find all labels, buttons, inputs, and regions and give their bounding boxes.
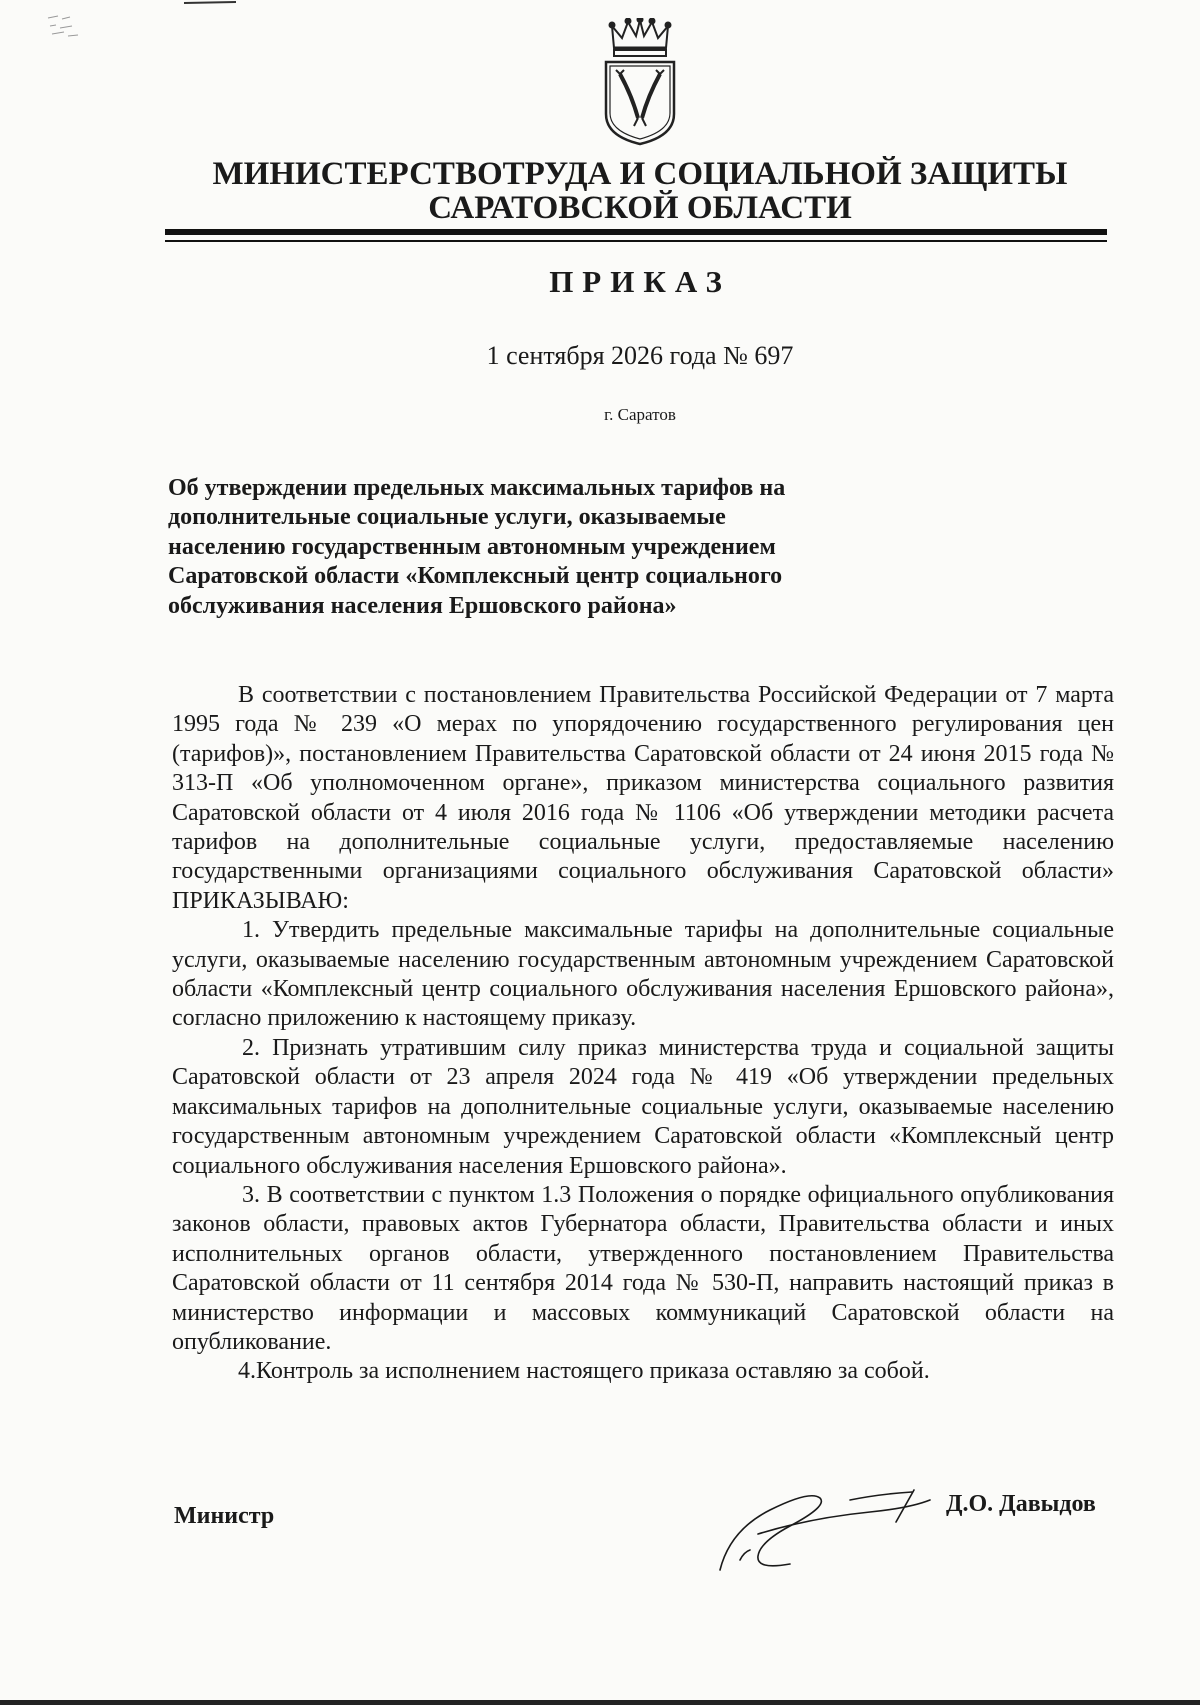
scan-artifact-dash (180, 0, 240, 8)
ministry-name-line1: МИНИСТЕРСТВОТРУДА И СОЦИАЛЬНОЙ ЗАЩИТЫ (212, 156, 1068, 192)
scan-artifact-mark (44, 10, 94, 50)
order-date-number: 1 сентября 2026 года № 697 (486, 341, 794, 370)
signatory-title: Министр (174, 1503, 275, 1529)
order-city: г. Саратов (604, 405, 676, 424)
body-item-3: 3. В соответствии с пунктом 1.3 Положения о порядке официального опубликования законов области, правовых актов Губернатора области, Правительства области и иных исполнительных органов области, утвержденного постановлением Правительства Саратовской области от 11 сентября 2014 года № 530-П, направить настоящий приказ в министерство информации и массовых коммуникаций Саратовской области на опубликование. (172, 1181, 1114, 1355)
header-divider-thick (165, 229, 1107, 235)
order-body (172, 681, 1114, 1387)
body-item-2: 2. Признать утратившим силу приказ министерства труда и социальной защиты Саратовской области от 23 апреля 2024 года № 419 «Об утверждении предельных максимальных тарифов на дополнительные социальные услуги, оказываемые населению государственным автономным учреждением Саратовской области «Комплексный центр социального обслуживания населения Ершовского района». (172, 1034, 1114, 1179)
order-subject: Об утверждении предельных максимальных тарифов на дополнительные социальные услуги, оказываемые населению государственным автономным учреждением Саратовской области «Комплексный центр социального обслуживания населения Ершовского района» (168, 475, 786, 619)
body-item-1: 1. Утвердить предельные максимальные тарифы на дополнительные социальные услуги, оказываемые населению государственным автономным учреждением Саратовской области «Комплексный центр социального обслуживания населения Ершовского района», согласно приложению к настоящему приказу. (172, 917, 1114, 1032)
handwritten-signature (700, 1460, 950, 1580)
scan-bottom-edge (0, 1700, 1200, 1705)
signatory-name: Д.О. Давыдов (946, 1491, 1096, 1517)
ministry-name-line2: САРАТОВСКОЙ ОБЛАСТИ (428, 190, 852, 226)
body-item-4: 4.Контроль за исполнением настоящего приказа оставляю за собой. (238, 1358, 930, 1385)
header-divider-thin (165, 240, 1107, 242)
document-type-title: ПРИКАЗ (549, 264, 731, 299)
coat-of-arms-emblem (598, 18, 682, 146)
body-preamble: В соответствии с постановлением Правительства Российской Федерации от 7 марта 1995 года № 239 «О мерах по упорядочению государственного регулирования цен (тарифов)», постановлением Правительства Саратовской области от 24 июня 2015 года № 313-П «Об уполномоченном органе», приказом министерства социального развития Саратовской области от 4 июля 2016 года № 1106 «Об утверждении методики расчета тарифов на дополнительные социальные услуги, предоставляемые населению государственными организациями социального обслуживания Саратовской области» ПРИКАЗЫВАЮ: (172, 682, 1114, 914)
